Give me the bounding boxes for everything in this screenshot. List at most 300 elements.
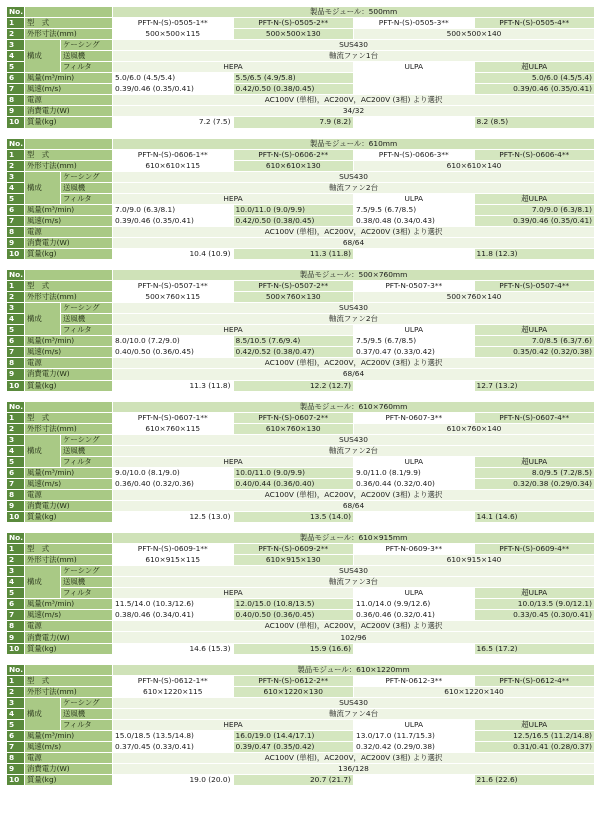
power-cell: 102/96 bbox=[113, 632, 595, 643]
table-row bbox=[7, 270, 595, 281]
mass-cell: 16.5 (17.2) bbox=[474, 643, 595, 654]
row-number: 1 bbox=[7, 18, 25, 29]
model-cell: PFT-N-0507-3** bbox=[354, 281, 475, 292]
fan-label: 送風機 bbox=[61, 708, 113, 719]
power-supply-cell: AC100V (単相)，AC200V，AC200V (3相) より選択 bbox=[113, 358, 595, 369]
row-number: 4 bbox=[7, 708, 25, 719]
casing-label: ケーシング bbox=[61, 566, 113, 577]
table-row bbox=[7, 401, 595, 412]
power-cell: 34/32 bbox=[113, 106, 595, 117]
airflow-cell: 16.0/19.0 (14.4/17.1) bbox=[233, 730, 354, 741]
velocity-label: 風速(m/s) bbox=[25, 347, 113, 358]
row-number: 5 bbox=[7, 325, 25, 336]
model-cell: PFT-N-(S)-0612-4** bbox=[474, 675, 595, 686]
size-label: 外形寸法(mm) bbox=[25, 292, 113, 303]
mass-cell: 7.9 (8.2) bbox=[233, 117, 354, 128]
model-cell: PFT-N-(S)-0507-1** bbox=[113, 281, 234, 292]
power-supply-cell: AC100V (単相)，AC200V，AC200V (3相) より選択 bbox=[113, 95, 595, 106]
label-blank bbox=[25, 401, 113, 412]
module-title: 製品モジュール：500mm bbox=[113, 7, 595, 18]
row-number: 3 bbox=[7, 40, 25, 51]
filter-label: フィルタ bbox=[61, 193, 113, 204]
model-cell: PFT-N-(S)-0609-2** bbox=[233, 544, 354, 555]
model-cell: PFT-N-(S)-0507-4** bbox=[474, 281, 595, 292]
table-row bbox=[7, 643, 595, 654]
filter-cell: ULPA bbox=[354, 719, 475, 730]
casing-label: ケーシング bbox=[61, 697, 113, 708]
row-number: 10 bbox=[7, 248, 25, 259]
mass-cell: 14.1 (14.6) bbox=[474, 512, 595, 523]
airflow-cell bbox=[354, 73, 475, 84]
module-title: 製品モジュール：610×1220mm bbox=[113, 664, 595, 675]
velocity-cell: 0.36/0.40 (0.32/0.36) bbox=[113, 478, 234, 489]
model-label: 型 式 bbox=[25, 18, 113, 29]
table-row bbox=[7, 664, 595, 675]
model-cell: PFT-N-(S)-0609-4** bbox=[474, 544, 595, 555]
row-number: 10 bbox=[7, 512, 25, 523]
row-number: 8 bbox=[7, 358, 25, 369]
size-cell: 610×1220×140 bbox=[354, 686, 595, 697]
mass-cell: 14.6 (15.3) bbox=[113, 643, 234, 654]
airflow-cell: 7.0/9.0 (6.3/8.1) bbox=[113, 204, 234, 215]
casing-cell: SUS430 bbox=[113, 434, 595, 445]
filter-label: フィルタ bbox=[61, 456, 113, 467]
row-number: 1 bbox=[7, 149, 25, 160]
table-row bbox=[7, 314, 595, 325]
spec-table-block bbox=[6, 269, 594, 392]
table-row bbox=[7, 456, 595, 467]
table-row bbox=[7, 369, 595, 380]
mass-cell bbox=[354, 248, 475, 259]
size-label: 外形寸法(mm) bbox=[25, 160, 113, 171]
spec-table-block bbox=[6, 664, 594, 787]
airflow-cell: 5.5/6.5 (4.9/5.8) bbox=[233, 73, 354, 84]
velocity-cell: 0.42/0.50 (0.38/0.45) bbox=[233, 215, 354, 226]
velocity-cell: 0.32/0.38 (0.29/0.34) bbox=[474, 478, 595, 489]
row-number: 5 bbox=[7, 62, 25, 73]
row-number: 8 bbox=[7, 95, 25, 106]
filter-cell: HEPA bbox=[113, 588, 354, 599]
model-cell: PFT-N-(S)-0606-3** bbox=[354, 149, 475, 160]
velocity-cell: 0.38/0.48 (0.34/0.43) bbox=[354, 215, 475, 226]
table-row bbox=[7, 73, 595, 84]
row-number: 7 bbox=[7, 347, 25, 358]
row-number: 6 bbox=[7, 730, 25, 741]
config-label: 構成 bbox=[25, 697, 61, 730]
row-number: 5 bbox=[7, 719, 25, 730]
size-label: 外形寸法(mm) bbox=[25, 423, 113, 434]
mass-label: 質量(kg) bbox=[25, 775, 113, 786]
table-row bbox=[7, 51, 595, 62]
airflow-cell: 7.0/9.0 (6.3/8.1) bbox=[474, 204, 595, 215]
power-supply-label: 電源 bbox=[25, 752, 113, 763]
size-label: 外形寸法(mm) bbox=[25, 686, 113, 697]
velocity-cell: 0.38/0.46 (0.34/0.41) bbox=[113, 610, 234, 621]
config-label: 構成 bbox=[25, 40, 61, 73]
row-number: 9 bbox=[7, 106, 25, 117]
airflow-label: 風量(m³/min) bbox=[25, 599, 113, 610]
row-number: 10 bbox=[7, 775, 25, 786]
table-row bbox=[7, 325, 595, 336]
filter-cell: 超ULPA bbox=[474, 325, 595, 336]
model-cell: PFT-N-(S)-0505-2** bbox=[233, 18, 354, 29]
power-label: 消費電力(W) bbox=[25, 369, 113, 380]
mass-label: 質量(kg) bbox=[25, 380, 113, 391]
table-row bbox=[7, 40, 595, 51]
mass-cell: 10.4 (10.9) bbox=[113, 248, 234, 259]
size-cell: 610×610×140 bbox=[354, 160, 595, 171]
table-row bbox=[7, 423, 595, 434]
row-number: 6 bbox=[7, 599, 25, 610]
spec-table-block bbox=[6, 401, 594, 524]
mass-cell: 12.7 (13.2) bbox=[474, 380, 595, 391]
mass-label: 質量(kg) bbox=[25, 248, 113, 259]
size-cell: 500×760×140 bbox=[354, 292, 595, 303]
row-number: 2 bbox=[7, 29, 25, 40]
model-cell: PFT-N-(S)-0507-2** bbox=[233, 281, 354, 292]
row-number: 2 bbox=[7, 686, 25, 697]
table-row bbox=[7, 512, 595, 523]
no-header: No. bbox=[7, 401, 25, 412]
row-number: 7 bbox=[7, 741, 25, 752]
airflow-cell: 12.0/15.0 (10.8/13.5) bbox=[233, 599, 354, 610]
power-cell: 136/128 bbox=[113, 764, 595, 775]
airflow-cell: 11.5/14.0 (10.3/12.6) bbox=[113, 599, 234, 610]
label-blank bbox=[25, 664, 113, 675]
airflow-label: 風量(m³/min) bbox=[25, 204, 113, 215]
row-number: 6 bbox=[7, 73, 25, 84]
table-row bbox=[7, 697, 595, 708]
model-cell: PFT-N-(S)-0607-4** bbox=[474, 412, 595, 423]
fan-label: 送風機 bbox=[61, 51, 113, 62]
row-number: 6 bbox=[7, 204, 25, 215]
row-number: 2 bbox=[7, 160, 25, 171]
power-supply-label: 電源 bbox=[25, 489, 113, 500]
mass-cell: 11.8 (12.3) bbox=[474, 248, 595, 259]
row-number: 9 bbox=[7, 237, 25, 248]
airflow-cell: 9.0/10.0 (8.1/9.0) bbox=[113, 467, 234, 478]
table-row bbox=[7, 281, 595, 292]
mass-cell: 12.2 (12.7) bbox=[233, 380, 354, 391]
airflow-cell: 11.0/14.0 (9.9/12.6) bbox=[354, 599, 475, 610]
row-number: 10 bbox=[7, 643, 25, 654]
power-cell: 68/64 bbox=[113, 369, 595, 380]
fan-cell: 軸流ファン2台 bbox=[113, 445, 595, 456]
mass-cell: 11.3 (11.8) bbox=[233, 248, 354, 259]
table-row bbox=[7, 719, 595, 730]
airflow-label: 風量(m³/min) bbox=[25, 336, 113, 347]
mass-cell bbox=[354, 117, 475, 128]
size-cell: 500×760×130 bbox=[233, 292, 354, 303]
casing-label: ケーシング bbox=[61, 171, 113, 182]
size-label: 外形寸法(mm) bbox=[25, 29, 113, 40]
model-cell: PFT-N-(S)-0607-2** bbox=[233, 412, 354, 423]
row-number: 3 bbox=[7, 434, 25, 445]
velocity-label: 風速(m/s) bbox=[25, 478, 113, 489]
velocity-label: 風速(m/s) bbox=[25, 84, 113, 95]
velocity-cell: 0.37/0.45 (0.33/0.41) bbox=[113, 741, 234, 752]
table-row bbox=[7, 193, 595, 204]
size-cell: 610×760×130 bbox=[233, 423, 354, 434]
filter-cell: ULPA bbox=[354, 193, 475, 204]
casing-cell: SUS430 bbox=[113, 303, 595, 314]
velocity-cell: 0.42/0.50 (0.38/0.45) bbox=[233, 84, 354, 95]
module-title: 製品モジュール：610×760mm bbox=[113, 401, 595, 412]
table-row bbox=[7, 358, 595, 369]
filter-cell: ULPA bbox=[354, 588, 475, 599]
fan-cell: 軸流ファン4台 bbox=[113, 708, 595, 719]
table-row bbox=[7, 467, 595, 478]
row-number: 8 bbox=[7, 226, 25, 237]
velocity-cell: 0.32/0.42 (0.29/0.38) bbox=[354, 741, 475, 752]
label-blank bbox=[25, 7, 113, 18]
row-number: 4 bbox=[7, 445, 25, 456]
filter-cell: HEPA bbox=[113, 456, 354, 467]
module-title: 製品モジュール：500×760mm bbox=[113, 270, 595, 281]
fan-cell: 軸流ファン2台 bbox=[113, 314, 595, 325]
size-cell: 610×915×130 bbox=[233, 555, 354, 566]
filter-label: フィルタ bbox=[61, 325, 113, 336]
size-cell: 500×500×140 bbox=[354, 29, 595, 40]
power-label: 消費電力(W) bbox=[25, 764, 113, 775]
table-row bbox=[7, 380, 595, 391]
model-cell: PFT-N-0609-3** bbox=[354, 544, 475, 555]
model-cell: PFT-N-(S)-0612-1** bbox=[113, 675, 234, 686]
mass-cell: 11.3 (11.8) bbox=[113, 380, 234, 391]
model-label: 型 式 bbox=[25, 149, 113, 160]
spec-table bbox=[6, 532, 595, 655]
filter-label: フィルタ bbox=[61, 588, 113, 599]
no-header: No. bbox=[7, 138, 25, 149]
table-row bbox=[7, 445, 595, 456]
filter-cell: ULPA bbox=[354, 62, 475, 73]
table-row bbox=[7, 171, 595, 182]
power-cell: 68/64 bbox=[113, 237, 595, 248]
velocity-cell: 0.39/0.46 (0.35/0.41) bbox=[474, 215, 595, 226]
power-cell: 68/64 bbox=[113, 500, 595, 511]
no-header: No. bbox=[7, 533, 25, 544]
model-label: 型 式 bbox=[25, 544, 113, 555]
config-label: 構成 bbox=[25, 566, 61, 599]
table-row bbox=[7, 675, 595, 686]
mass-cell: 7.2 (7.5) bbox=[113, 117, 234, 128]
row-number: 5 bbox=[7, 193, 25, 204]
table-row bbox=[7, 84, 595, 95]
row-number: 4 bbox=[7, 182, 25, 193]
model-cell: PFT-N-(S)-0612-2** bbox=[233, 675, 354, 686]
size-cell: 500×500×130 bbox=[233, 29, 354, 40]
label-blank bbox=[25, 270, 113, 281]
table-row bbox=[7, 588, 595, 599]
table-row bbox=[7, 412, 595, 423]
table-row bbox=[7, 248, 595, 259]
mass-cell: 15.9 (16.6) bbox=[233, 643, 354, 654]
power-label: 消費電力(W) bbox=[25, 632, 113, 643]
velocity-cell bbox=[354, 84, 475, 95]
model-cell: PFT-N-(S)-0606-2** bbox=[233, 149, 354, 160]
size-cell: 500×760×115 bbox=[113, 292, 234, 303]
row-number: 3 bbox=[7, 171, 25, 182]
row-number: 4 bbox=[7, 577, 25, 588]
config-label: 構成 bbox=[25, 303, 61, 336]
airflow-cell: 7.0/8.5 (6.3/7.6) bbox=[474, 336, 595, 347]
size-cell: 610×915×115 bbox=[113, 555, 234, 566]
row-number: 1 bbox=[7, 281, 25, 292]
casing-cell: SUS430 bbox=[113, 566, 595, 577]
power-supply-label: 電源 bbox=[25, 226, 113, 237]
model-cell: PFT-N-(S)-0609-1** bbox=[113, 544, 234, 555]
mass-cell: 21.6 (22.6) bbox=[474, 775, 595, 786]
model-cell: PFT-N-0607-3** bbox=[354, 412, 475, 423]
config-label: 構成 bbox=[25, 171, 61, 204]
fan-cell: 軸流ファン2台 bbox=[113, 182, 595, 193]
mass-label: 質量(kg) bbox=[25, 643, 113, 654]
velocity-cell: 0.37/0.47 (0.33/0.42) bbox=[354, 347, 475, 358]
power-supply-label: 電源 bbox=[25, 95, 113, 106]
model-label: 型 式 bbox=[25, 281, 113, 292]
mass-cell: 20.7 (21.7) bbox=[233, 775, 354, 786]
mass-cell bbox=[354, 643, 475, 654]
power-supply-cell: AC100V (単相)，AC200V，AC200V (3相) より選択 bbox=[113, 489, 595, 500]
size-cell: 610×1220×115 bbox=[113, 686, 234, 697]
fan-cell: 軸流ファン3台 bbox=[113, 577, 595, 588]
airflow-cell: 10.0/13.5 (9.0/12.1) bbox=[474, 599, 595, 610]
power-supply-cell: AC100V (単相)，AC200V，AC200V (3相) より選択 bbox=[113, 621, 595, 632]
model-label: 型 式 bbox=[25, 412, 113, 423]
table-row bbox=[7, 160, 595, 171]
row-number: 3 bbox=[7, 303, 25, 314]
table-row bbox=[7, 500, 595, 511]
fan-label: 送風機 bbox=[61, 445, 113, 456]
mass-cell: 12.5 (13.0) bbox=[113, 512, 234, 523]
table-row bbox=[7, 686, 595, 697]
filter-cell: 超ULPA bbox=[474, 62, 595, 73]
velocity-cell: 0.39/0.46 (0.35/0.41) bbox=[474, 84, 595, 95]
size-cell: 610×610×130 bbox=[233, 160, 354, 171]
velocity-cell: 0.42/0.52 (0.38/0.47) bbox=[233, 347, 354, 358]
model-cell: PFT-N-(S)-0607-1** bbox=[113, 412, 234, 423]
row-number: 7 bbox=[7, 84, 25, 95]
table-row bbox=[7, 741, 595, 752]
label-blank bbox=[25, 533, 113, 544]
row-number: 5 bbox=[7, 588, 25, 599]
fan-cell: 軸流ファン1台 bbox=[113, 51, 595, 62]
casing-label: ケーシング bbox=[61, 434, 113, 445]
velocity-cell: 0.40/0.50 (0.36/0.45) bbox=[113, 347, 234, 358]
table-row bbox=[7, 752, 595, 763]
casing-label: ケーシング bbox=[61, 303, 113, 314]
airflow-cell: 13.0/17.0 (11.7/15.3) bbox=[354, 730, 475, 741]
filter-label: フィルタ bbox=[61, 719, 113, 730]
size-cell: 610×610×115 bbox=[113, 160, 234, 171]
row-number: 7 bbox=[7, 478, 25, 489]
model-cell: PFT-N-0612-3** bbox=[354, 675, 475, 686]
table-row bbox=[7, 226, 595, 237]
table-row bbox=[7, 434, 595, 445]
no-header: No. bbox=[7, 7, 25, 18]
model-cell: PFT-N-(S)-0606-4** bbox=[474, 149, 595, 160]
table-row bbox=[7, 182, 595, 193]
airflow-cell: 10.0/11.0 (9.0/9.9) bbox=[233, 204, 354, 215]
spec-table bbox=[6, 6, 595, 129]
model-cell: PFT-N-(S)-0505-1** bbox=[113, 18, 234, 29]
airflow-cell: 7.5/9.5 (6.7/8.5) bbox=[354, 204, 475, 215]
module-title: 製品モジュール：610×915mm bbox=[113, 533, 595, 544]
table-row bbox=[7, 62, 595, 73]
table-row bbox=[7, 478, 595, 489]
row-number: 3 bbox=[7, 566, 25, 577]
mass-cell: 13.5 (14.0) bbox=[233, 512, 354, 523]
mass-cell bbox=[354, 512, 475, 523]
table-row bbox=[7, 29, 595, 40]
casing-cell: SUS430 bbox=[113, 171, 595, 182]
spec-table-block bbox=[6, 6, 594, 129]
mass-cell bbox=[354, 380, 475, 391]
table-row bbox=[7, 149, 595, 160]
row-number: 10 bbox=[7, 117, 25, 128]
mass-cell: 19.0 (20.0) bbox=[113, 775, 234, 786]
power-label: 消費電力(W) bbox=[25, 237, 113, 248]
row-number: 7 bbox=[7, 610, 25, 621]
row-number: 8 bbox=[7, 621, 25, 632]
table-row bbox=[7, 544, 595, 555]
airflow-cell: 10.0/11.0 (9.0/9.9) bbox=[233, 467, 354, 478]
row-number: 2 bbox=[7, 555, 25, 566]
table-row bbox=[7, 138, 595, 149]
size-cell: 610×915×140 bbox=[354, 555, 595, 566]
row-number: 8 bbox=[7, 752, 25, 763]
airflow-label: 風量(m³/min) bbox=[25, 730, 113, 741]
model-cell: PFT-N-(S)-0505-4** bbox=[474, 18, 595, 29]
row-number: 6 bbox=[7, 336, 25, 347]
no-header: No. bbox=[7, 270, 25, 281]
model-label: 型 式 bbox=[25, 675, 113, 686]
velocity-cell: 0.39/0.46 (0.35/0.41) bbox=[113, 215, 234, 226]
row-number: 4 bbox=[7, 51, 25, 62]
spec-table bbox=[6, 401, 595, 524]
fan-label: 送風機 bbox=[61, 314, 113, 325]
filter-cell: 超ULPA bbox=[474, 719, 595, 730]
velocity-cell: 0.39/0.46 (0.35/0.41) bbox=[113, 84, 234, 95]
filter-cell: HEPA bbox=[113, 62, 354, 73]
row-number: 2 bbox=[7, 292, 25, 303]
velocity-cell: 0.35/0.42 (0.32/0.38) bbox=[474, 347, 595, 358]
row-number: 5 bbox=[7, 456, 25, 467]
table-row bbox=[7, 237, 595, 248]
velocity-label: 風速(m/s) bbox=[25, 741, 113, 752]
table-row bbox=[7, 117, 595, 128]
table-row bbox=[7, 775, 595, 786]
airflow-label: 風量(m³/min) bbox=[25, 467, 113, 478]
label-blank bbox=[25, 138, 113, 149]
airflow-cell: 7.5/9.5 (6.7/8.5) bbox=[354, 336, 475, 347]
model-cell: PFT-N-(S)-0505-3** bbox=[354, 18, 475, 29]
table-row bbox=[7, 336, 595, 347]
casing-cell: SUS430 bbox=[113, 697, 595, 708]
filter-cell: ULPA bbox=[354, 325, 475, 336]
filter-label: フィルタ bbox=[61, 62, 113, 73]
airflow-cell: 8.0/9.5 (7.2/8.5) bbox=[474, 467, 595, 478]
spec-table bbox=[6, 138, 595, 261]
row-number: 6 bbox=[7, 467, 25, 478]
mass-label: 質量(kg) bbox=[25, 117, 113, 128]
spec-table bbox=[6, 664, 595, 787]
filter-cell: 超ULPA bbox=[474, 193, 595, 204]
row-number: 9 bbox=[7, 764, 25, 775]
size-cell: 500×500×115 bbox=[113, 29, 234, 40]
row-number: 1 bbox=[7, 544, 25, 555]
airflow-label: 風量(m³/min) bbox=[25, 73, 113, 84]
